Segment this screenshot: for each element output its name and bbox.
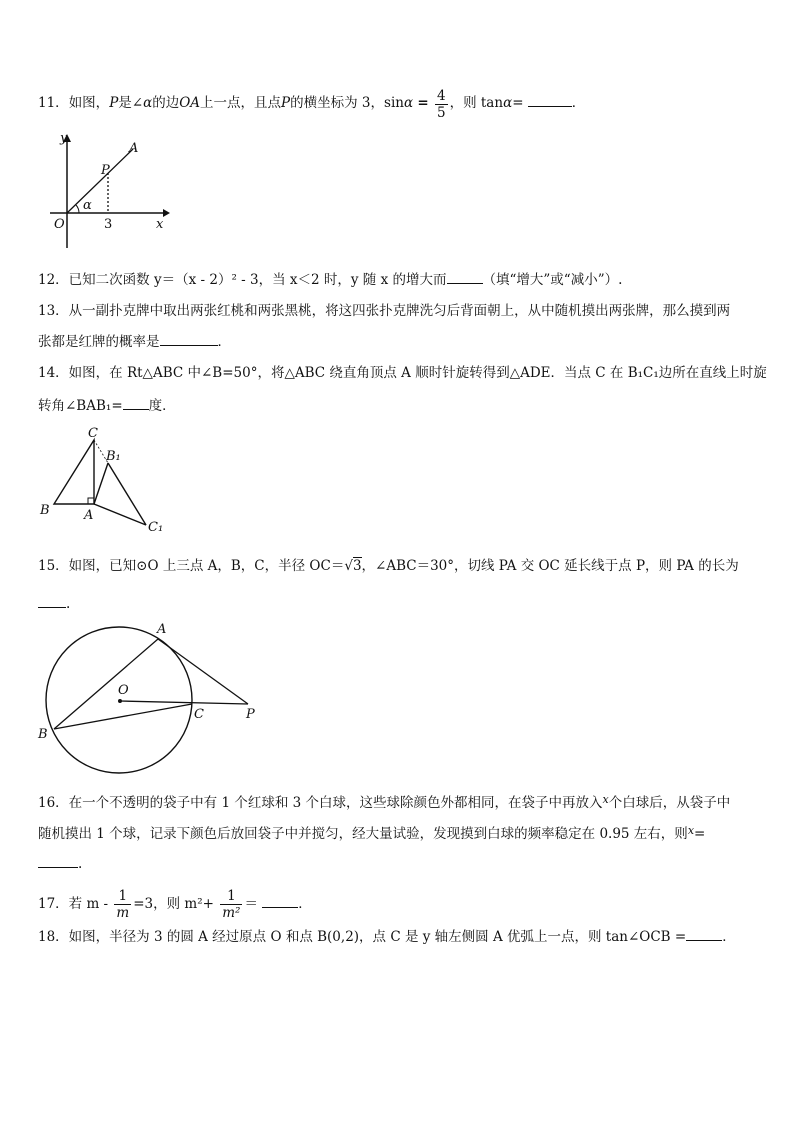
q15-line-2: . <box>38 593 70 614</box>
q16-line-1: 16．在一个不透明的袋子中有 1 个红球和 3 个白球，这些球除颜色外都相同，在袋子中再放入$^x$个白球后，从袋子中 <box>38 793 731 811</box>
point-c1-label: C₁ <box>148 520 164 535</box>
q14-figure <box>36 425 176 540</box>
q13-line-1: 13．从一副扑克牌中取出两张红桃和两张黑桃，将这四张扑克牌洗匀后背面朝上，从中随机摸出两张牌，那么摸到两 <box>38 303 731 319</box>
q18-line: 18．如图，半径为 3 的圆 A 经过原点 O 和点 B(0,2)，点 C 是 y 轴左侧圆 A 优弧上一点，则 tan∠OCB = ． <box>38 926 736 947</box>
q14-answer-blank[interactable] <box>123 395 149 410</box>
q15-figure <box>34 620 274 755</box>
angle-alpha-label: α <box>83 198 92 213</box>
sqrt-symbol: √ <box>344 558 353 574</box>
q11-figure <box>40 130 170 250</box>
point-b-label: B <box>40 503 50 518</box>
point-b1-label: B₁ <box>106 449 121 464</box>
point-a-label: A <box>84 508 94 523</box>
q16-answer-blank[interactable] <box>38 853 78 868</box>
q12-answer-blank[interactable] <box>447 269 483 284</box>
q13-answer-blank[interactable] <box>160 331 218 346</box>
q17-fraction-2: $\frac{1}{\text{m²}}$ <box>222 888 241 921</box>
q12-line: 12．已知二次函数 y＝（x - 2）² - 3，当 x＜2 时，y 随 x 的增大而 （填“增大”或“减小”）. <box>38 269 622 290</box>
q11-line: 11．如图，P是∠α的边OA上一点，且点P的横坐标为 3，sinα = $\frac{4}{5}$ ，则 tanα= ． <box>38 88 586 121</box>
point-p-label: P <box>246 707 255 722</box>
q11-fraction: $\frac{4}{5}$ <box>437 88 446 121</box>
q18-answer-blank[interactable] <box>686 926 722 941</box>
q15-answer-blank[interactable] <box>38 593 66 608</box>
origin-label: O <box>54 217 65 232</box>
point-a-label: A <box>129 141 139 156</box>
q17-fraction-1: $\frac{1}{m}$ <box>116 888 130 921</box>
q11-answer-blank[interactable] <box>528 92 572 107</box>
point-c-label: C <box>194 707 204 722</box>
q14-line-1: 14．如图，在 Rt△ABC 中∠B=50°，将△ABC 绕直角顶点 A 顺时针旋转得到△ADE．当点 C 在 B₁C₁边所在直线上时旋 <box>38 365 767 381</box>
x-axis-label: x <box>156 217 164 232</box>
q15-line-1: 15．如图，已知⊙O 上三点 A，B，C，半径 OC＝√3，∠ABC＝30°，切线 PA 交 OC 延长线于点 P，则 PA 的长为 <box>38 558 739 574</box>
q11-number: 11． <box>38 95 69 111</box>
q14-line-2: 转角∠BAB₁= 度． <box>38 395 176 416</box>
q17-answer-blank[interactable] <box>262 893 298 908</box>
q17-line: 17．若 m - $\frac{1}{m}$ =3，则 m²+ $\frac{1}{\text{m²}}$ ＝ ． <box>38 888 312 921</box>
point-b-label: B <box>38 727 48 742</box>
point-p-label: P <box>101 163 110 178</box>
q16-line-2: 随机摸出 1 个球，记录下颜色后放回袋子中并搅匀，经大量试验，发现摸到白球的频率稳定在 0.95 左右，则$^x$= <box>38 824 706 842</box>
q16-line-3: . <box>38 853 82 874</box>
center-o-label: O <box>118 683 129 698</box>
tick-3-label: 3 <box>104 217 113 232</box>
q13-line-2: 张都是红牌的概率是 ． <box>38 331 231 352</box>
point-c-label: C <box>88 426 98 441</box>
point-a-label: A <box>157 622 167 637</box>
y-axis-label: y <box>60 131 68 146</box>
